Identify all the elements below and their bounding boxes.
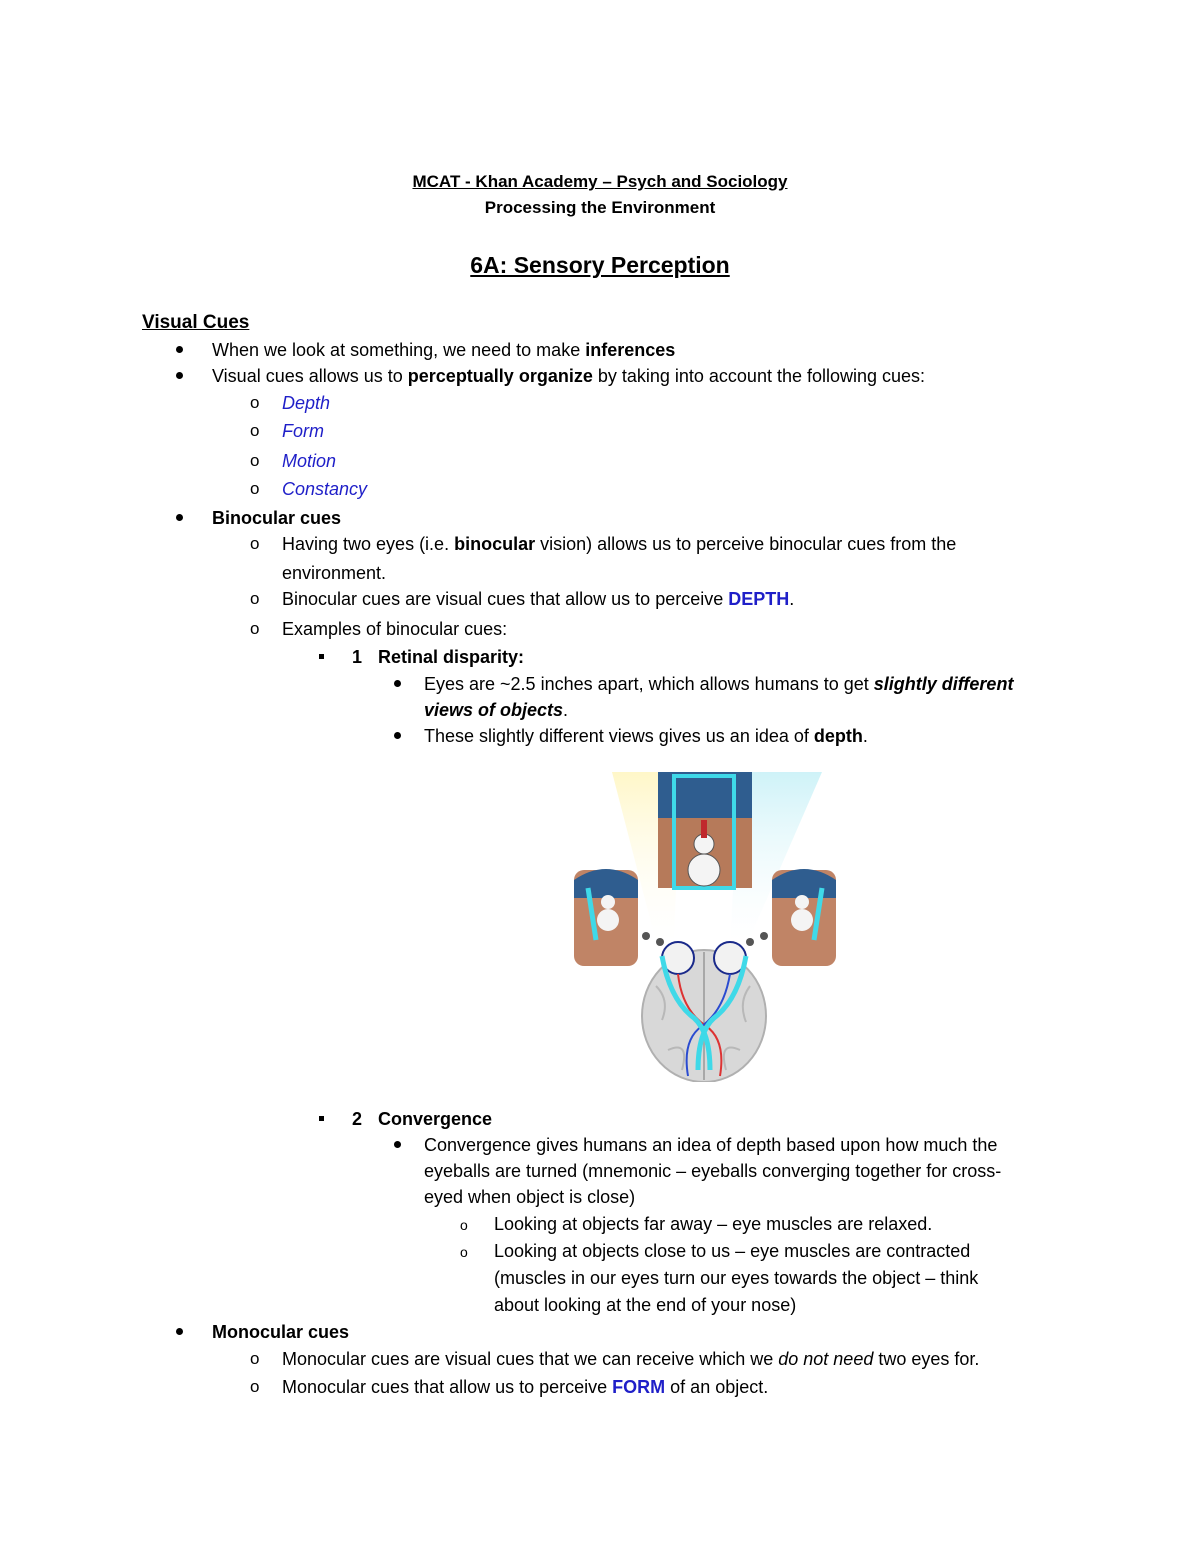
- monocular-cues-label: Monocular cues: [212, 1322, 350, 1342]
- bullet-icon: [176, 1328, 183, 1335]
- convergence-sub-2-line-1: Looking at objects close to us – eye muscles are contracted: [494, 1241, 971, 1261]
- circle-bullet-icon: o: [250, 451, 260, 470]
- binocular-sub-1: Having two eyes (i.e. binocular vision) allows us to perceive binocular cues from the: [282, 534, 957, 554]
- circle-bullet-icon: o: [250, 393, 260, 412]
- example-1-number: 1: [352, 647, 363, 667]
- doc-header-topic: Processing the Environment: [484, 198, 716, 217]
- bullet-icon: [176, 372, 183, 379]
- circle-bullet-icon: o: [250, 619, 260, 638]
- example-2-label: Convergence: [378, 1109, 493, 1129]
- circle-bullet-icon: o: [250, 1349, 260, 1368]
- binocular-sub-1-cont: environment.: [282, 563, 387, 583]
- retinal-point-2: These slightly different views gives us an idea of depth.: [424, 726, 868, 746]
- convergence-point-line-2: eyeballs are turned (mnemonic – eyeballs converging together for cross-: [424, 1161, 1002, 1181]
- binocular-cues-label: Binocular cues: [212, 508, 342, 528]
- binocular-sub-3: Examples of binocular cues:: [282, 619, 508, 639]
- circle-bullet-icon: o: [250, 589, 260, 608]
- convergence-sub-2-line-2: (muscles in our eyes turn our eyes towards the object – think: [494, 1268, 979, 1288]
- example-2-number: 2: [352, 1109, 363, 1129]
- retinal-point-1-cont: views of objects.: [424, 700, 569, 720]
- retinal-point-1: Eyes are ~2.5 inches apart, which allows humans to get slightly different: [424, 674, 1014, 694]
- small-circle-bullet-icon: o: [460, 1244, 468, 1260]
- section-title: 6A: Sensory Perception: [470, 252, 730, 278]
- doc-header-course: MCAT - Khan Academy – Psych and Sociology: [412, 172, 788, 191]
- circle-bullet-icon: o: [250, 421, 260, 440]
- small-circle-bullet-icon: o: [460, 1217, 468, 1233]
- bullet-icon: [394, 1141, 401, 1148]
- circle-bullet-icon: o: [250, 534, 260, 553]
- convergence-point-line-1: Convergence gives humans an idea of depth based upon how much the: [424, 1135, 998, 1155]
- visual-cues-bullet-1: When we look at something, we need to make inferences: [212, 340, 676, 360]
- binocular-vision-diagram-icon: [570, 770, 842, 1082]
- bullet-icon: [176, 514, 183, 521]
- visual-cues-heading: Visual Cues: [142, 312, 250, 333]
- monocular-sub-2: Monocular cues that allow us to perceive FORM of an object.: [282, 1377, 769, 1397]
- bullet-icon: [394, 732, 401, 739]
- convergence-sub-2-line-3: about looking at the end of your nose): [494, 1295, 797, 1315]
- bullet-icon: [176, 346, 183, 353]
- cue-depth: Depth: [282, 393, 331, 413]
- cue-constancy: Constancy: [282, 479, 368, 499]
- monocular-sub-1: Monocular cues are visual cues that we can receive which we do not need two eyes for.: [282, 1349, 980, 1369]
- example-1-label: Retinal disparity:: [378, 647, 525, 667]
- circle-bullet-icon: o: [250, 1377, 260, 1396]
- bullet-icon: [394, 680, 401, 687]
- circle-bullet-icon: o: [250, 479, 260, 498]
- cue-motion: Motion: [282, 451, 337, 471]
- convergence-point-line-3: eyed when object is close): [424, 1187, 636, 1207]
- convergence-sub-1: Looking at objects far away – eye muscles are relaxed.: [494, 1214, 933, 1234]
- square-bullet-icon: [319, 654, 324, 659]
- visual-cues-bullet-2: Visual cues allows us to perceptually organize by taking into account the following cues:: [212, 366, 926, 386]
- square-bullet-icon: [319, 1116, 324, 1121]
- cue-form: Form: [282, 421, 324, 441]
- binocular-sub-2: Binocular cues are visual cues that allow us to perceive DEPTH.: [282, 589, 795, 609]
